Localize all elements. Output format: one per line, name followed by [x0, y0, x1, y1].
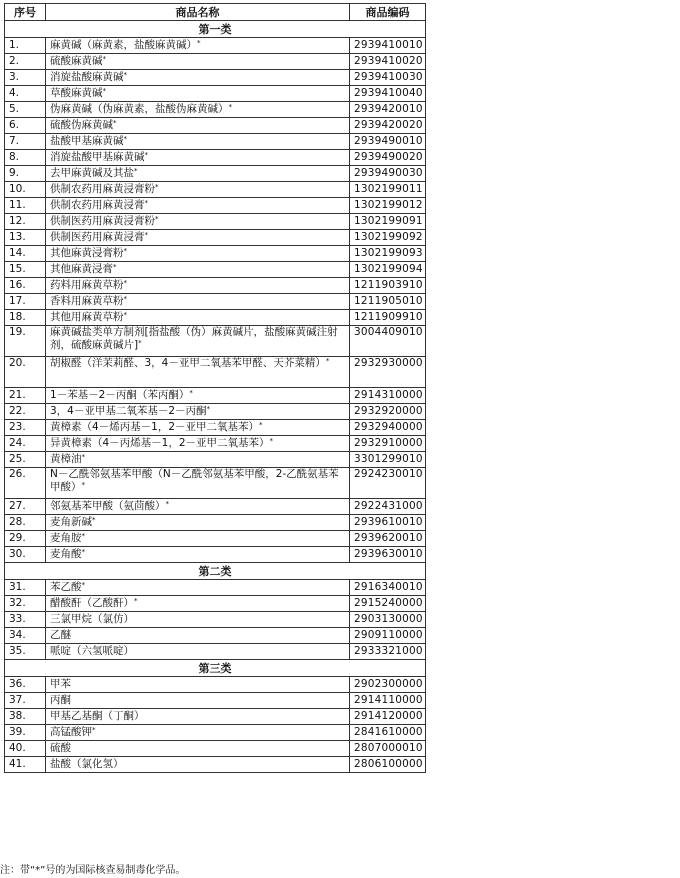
product-name-cell: [46, 278, 350, 294]
product-code-cell: 2806100000: [350, 757, 426, 773]
product-name-text: 乙醚: [50, 629, 71, 641]
product-name-cell: [46, 134, 350, 150]
international-verification-mark: *: [325, 357, 330, 365]
international-verification-mark: *: [144, 231, 148, 239]
product-name-cell: [46, 246, 350, 262]
table-row: [5, 612, 426, 628]
product-code-cell: 2841610000: [350, 725, 426, 741]
product-name-text: 盐酸甲基麻黄碱: [50, 135, 124, 147]
serial-number-cell: 5.: [5, 102, 46, 118]
product-name-text: 麦角酸: [50, 548, 82, 560]
product-name-cell: [46, 436, 350, 452]
serial-number-cell: 39.: [5, 725, 46, 741]
international-verification-mark: *: [81, 481, 85, 489]
serial-number-cell: 18.: [5, 310, 46, 326]
product-name-text: 消旋盐酸麻黄碱: [50, 71, 124, 83]
product-name-text: 硫酸伪麻黄碱: [50, 119, 113, 131]
product-code-cell: 2939490020: [350, 150, 426, 166]
table-row: [5, 86, 426, 102]
product-name-text: 1－苯基－2－丙酮（苯丙酮）: [50, 389, 190, 401]
table-row: [5, 468, 426, 499]
serial-number-cell: 17.: [5, 294, 46, 310]
product-name-text: N－乙酰邻氨基苯甲酸（N－乙酰邻氨基苯甲酸，2-乙酰氨基苯甲酸）: [50, 468, 339, 493]
product-name-cell: [46, 596, 350, 612]
serial-number-cell: 29.: [5, 531, 46, 547]
international-verification-mark: *: [134, 597, 138, 605]
product-code-cell: 2914310000: [350, 388, 426, 404]
product-code-cell: 2932930000: [350, 357, 426, 388]
serial-number-cell: 1.: [5, 38, 46, 54]
product-name-cell: [46, 214, 350, 230]
product-name-cell: [46, 182, 350, 198]
product-name-text: 供制医药用麻黄浸膏: [50, 231, 145, 243]
product-name-cell: [46, 628, 350, 644]
product-name-text: 甲苯: [50, 678, 71, 690]
serial-number-cell: 28.: [5, 515, 46, 531]
international-verification-mark: *: [123, 295, 127, 303]
product-name-text: 麦角新碱: [50, 516, 92, 528]
table-row: [5, 741, 426, 757]
international-verification-mark: *: [113, 119, 117, 127]
product-code-cell: 2939410030: [350, 70, 426, 86]
product-name-cell: [46, 757, 350, 773]
product-name-cell: [46, 404, 350, 420]
product-code-cell: 2939490010: [350, 134, 426, 150]
table-row: [5, 725, 426, 741]
category-title: 第二类: [5, 563, 426, 580]
table-row: [5, 693, 426, 709]
product-code-cell: 3301299010: [350, 452, 426, 468]
international-verification-mark: *: [155, 215, 159, 223]
serial-number-cell: 34.: [5, 628, 46, 644]
product-code-cell: 2939410010: [350, 38, 426, 54]
international-verification-mark: *: [134, 167, 138, 175]
table-row: [5, 198, 426, 214]
product-name-cell: [46, 388, 350, 404]
serial-number-cell: 32.: [5, 596, 46, 612]
product-code-cell: 2932940000: [350, 420, 426, 436]
product-name-cell: [46, 310, 350, 326]
table-row: [5, 580, 426, 596]
product-name-text: 醋酸酐（乙酸酐）: [50, 597, 134, 609]
header-serial-number: 序号: [5, 4, 46, 21]
international-verification-mark: *: [144, 199, 148, 207]
product-name-cell: [46, 262, 350, 278]
international-verification-mark: *: [138, 339, 142, 347]
table-header: [5, 4, 426, 21]
product-name-text: 高锰酸钾: [50, 726, 92, 738]
international-verification-mark: *: [81, 548, 85, 556]
product-name-text: 硫酸麻黄碱: [50, 55, 103, 67]
product-name-cell: [46, 693, 350, 709]
table-row: [5, 499, 426, 515]
product-code-cell: 2939410040: [350, 86, 426, 102]
product-code-cell: 2939420010: [350, 102, 426, 118]
table-row: [5, 596, 426, 612]
category-row: [5, 660, 426, 677]
table-row: [5, 246, 426, 262]
product-code-cell: 2932920000: [350, 404, 426, 420]
product-code-cell: 1211909910: [350, 310, 426, 326]
international-verification-mark: *: [92, 726, 96, 734]
product-name-cell: [46, 531, 350, 547]
serial-number-cell: 6.: [5, 118, 46, 134]
table-row: [5, 38, 426, 54]
product-name-text: 3，4－亚甲基二氧苯基－2－丙酮: [50, 405, 207, 417]
table-row: [5, 70, 426, 86]
header-product-code: 商品编码: [350, 4, 426, 21]
serial-number-cell: 14.: [5, 246, 46, 262]
product-name-cell: [46, 86, 350, 102]
international-verification-mark: *: [123, 311, 127, 319]
serial-number-cell: 4.: [5, 86, 46, 102]
product-name-cell: [46, 741, 350, 757]
serial-number-cell: 13.: [5, 230, 46, 246]
product-name-text: 草酸麻黄碱: [50, 87, 103, 99]
product-name-cell: [46, 70, 350, 86]
table-row: [5, 515, 426, 531]
international-verification-mark: *: [189, 389, 193, 397]
serial-number-cell: 12.: [5, 214, 46, 230]
serial-number-cell: 26.: [5, 468, 46, 499]
footnote: 注：带“*”号的为国际核查易制毒化学品。: [0, 865, 186, 876]
product-code-cell: 2903130000: [350, 612, 426, 628]
serial-number-cell: 38.: [5, 709, 46, 725]
serial-number-cell: 30.: [5, 547, 46, 563]
international-verification-mark: *: [165, 500, 169, 508]
serial-number-cell: 37.: [5, 693, 46, 709]
product-code-cell: 2916340010: [350, 580, 426, 596]
product-name-text: 香料用麻黄草粉: [50, 295, 124, 307]
product-name-text: 消旋盐酸甲基麻黄碱: [50, 151, 145, 163]
serial-number-cell: 16.: [5, 278, 46, 294]
product-name-cell: [46, 452, 350, 468]
table-row: [5, 357, 426, 388]
category-title: 第三类: [5, 660, 426, 677]
product-name-text: 邻氨基苯甲酸（氨茴酸）: [50, 500, 166, 512]
table-body: [5, 21, 426, 773]
product-code-cell: 2933321000: [350, 644, 426, 660]
product-name-text: 其他麻黄浸膏粉: [50, 247, 124, 259]
serial-number-cell: 33.: [5, 612, 46, 628]
serial-number-cell: 27.: [5, 499, 46, 515]
product-name-text: 苯乙酸: [50, 581, 82, 593]
table-row: [5, 531, 426, 547]
product-name-text: 药料用麻黄草粉: [50, 279, 124, 291]
table-row: [5, 262, 426, 278]
product-name-cell: [46, 725, 350, 741]
product-code-cell: 2922431000: [350, 499, 426, 515]
international-verification-mark: *: [102, 87, 106, 95]
product-name-text: 伪麻黄碱（伪麻黄素，盐酸伪麻黄碱）: [50, 103, 229, 115]
table-row: [5, 452, 426, 468]
product-name-text: 供制农药用麻黄浸膏: [50, 199, 145, 211]
product-code-cell: 2924230010: [350, 468, 426, 499]
product-name-cell: [46, 166, 350, 182]
product-code-cell: 2932910000: [350, 436, 426, 452]
international-verification-mark: *: [81, 581, 85, 589]
product-name-text: 硫酸: [50, 742, 71, 754]
product-name-cell: [46, 118, 350, 134]
product-name-text: 黄樟油: [50, 453, 82, 465]
product-code-cell: 1302199012: [350, 198, 426, 214]
serial-number-cell: 3.: [5, 70, 46, 86]
international-verification-mark: *: [259, 421, 263, 429]
product-name-text: 三氯甲烷（氯仿）: [50, 613, 134, 625]
product-name-cell: [46, 102, 350, 118]
product-name-text: 异黄樟素（4－丙烯基－1，2－亚甲二氧基苯）: [50, 437, 270, 449]
serial-number-cell: 20.: [5, 357, 46, 388]
table-row: [5, 182, 426, 198]
serial-number-cell: 31.: [5, 580, 46, 596]
product-code-cell: 1211905010: [350, 294, 426, 310]
product-name-cell: [46, 580, 350, 596]
table-row: [5, 294, 426, 310]
international-verification-mark: *: [102, 55, 106, 63]
product-code-cell: 2902300000: [350, 677, 426, 693]
serial-number-cell: 2.: [5, 54, 46, 70]
serial-number-cell: 8.: [5, 150, 46, 166]
serial-number-cell: 35.: [5, 644, 46, 660]
product-code-cell: 1302199093: [350, 246, 426, 262]
product-code-cell: 2939610010: [350, 515, 426, 531]
international-verification-mark: *: [113, 263, 117, 271]
serial-number-cell: 21.: [5, 388, 46, 404]
table-row: [5, 644, 426, 660]
product-code-cell: 2939420020: [350, 118, 426, 134]
serial-number-cell: 19.: [5, 326, 46, 357]
product-code-cell: 2807000010: [350, 741, 426, 757]
product-name-text: 哌啶（六氢哌啶）: [50, 645, 134, 657]
table-row: [5, 166, 426, 182]
product-name-text: 去甲麻黄碱及其盐: [50, 167, 134, 179]
product-name-text: 胡椒醛（洋茉莉醛、3，4－亚甲二氧基苯甲醛、天芥菜精）: [50, 357, 326, 369]
product-name-text: 其他用麻黄草粉: [50, 311, 124, 323]
table-row: [5, 547, 426, 563]
category-row: [5, 21, 426, 38]
product-name-text: 黄樟素（4－烯丙基－1，2－亚甲二氧基苯）: [50, 421, 260, 433]
table-row: [5, 54, 426, 70]
product-name-text: 丙酮: [50, 694, 71, 706]
international-verification-mark: *: [197, 39, 201, 47]
table-row: [5, 278, 426, 294]
product-name-cell: [46, 357, 350, 388]
product-code-cell: 2939410020: [350, 54, 426, 70]
product-name-cell: [46, 547, 350, 563]
international-verification-mark: *: [123, 71, 127, 79]
product-name-text: 麻黄碱盐类单方制剂[指盐酸（伪）麻黄碱片，盐酸麻黄碱注射剂，硫酸麻黄碱片]: [50, 326, 338, 351]
product-name-cell: [46, 198, 350, 214]
product-code-cell: 2914110000: [350, 693, 426, 709]
serial-number-cell: 40.: [5, 741, 46, 757]
serial-number-cell: 25.: [5, 452, 46, 468]
header-product-name: 商品名称: [46, 4, 350, 21]
table-row: [5, 230, 426, 246]
product-name-text: 盐酸（氯化氢）: [50, 758, 124, 770]
product-name-cell: [46, 644, 350, 660]
product-name-cell: [46, 326, 350, 357]
product-name-cell: [46, 420, 350, 436]
table-row: [5, 436, 426, 452]
international-verification-mark: *: [92, 516, 96, 524]
product-code-cell: 1302199011: [350, 182, 426, 198]
product-name-text: 供制农药用麻黄浸膏粉: [50, 183, 155, 195]
product-code-cell: 3004409010: [350, 326, 426, 357]
product-name-cell: [46, 294, 350, 310]
serial-number-cell: 41.: [5, 757, 46, 773]
product-name-cell: [46, 612, 350, 628]
international-verification-mark: *: [269, 437, 274, 445]
international-verification-mark: *: [206, 405, 211, 413]
international-verification-mark: *: [123, 279, 127, 287]
international-verification-mark: *: [123, 247, 127, 255]
chemical-list-table: [4, 3, 426, 773]
table-row: [5, 388, 426, 404]
table-row: [5, 150, 426, 166]
product-name-text: 供制医药用麻黄浸膏粉: [50, 215, 155, 227]
product-name-cell: [46, 499, 350, 515]
product-name-cell: [46, 468, 350, 499]
international-verification-mark: *: [123, 135, 127, 143]
serial-number-cell: 7.: [5, 134, 46, 150]
serial-number-cell: 22.: [5, 404, 46, 420]
international-verification-mark: *: [144, 151, 148, 159]
table-row: [5, 677, 426, 693]
table-row: [5, 628, 426, 644]
product-code-cell: 2909110000: [350, 628, 426, 644]
serial-number-cell: 36.: [5, 677, 46, 693]
product-name-cell: [46, 677, 350, 693]
product-name-text: 麻黄碱（麻黄素，盐酸麻黄碱）: [50, 39, 197, 51]
product-name-cell: [46, 38, 350, 54]
product-name-text: 甲基乙基酮（丁酮）: [50, 710, 145, 722]
international-verification-mark: *: [228, 103, 232, 111]
product-code-cell: 1302199094: [350, 262, 426, 278]
product-code-cell: 2939620010: [350, 531, 426, 547]
product-code-cell: 1302199092: [350, 230, 426, 246]
international-verification-mark: *: [81, 453, 85, 461]
table-row: [5, 134, 426, 150]
serial-number-cell: 24.: [5, 436, 46, 452]
table-row: [5, 420, 426, 436]
table-row: [5, 310, 426, 326]
category-title: 第一类: [5, 21, 426, 38]
product-name-cell: [46, 709, 350, 725]
product-code-cell: 2914120000: [350, 709, 426, 725]
international-verification-mark: *: [155, 183, 159, 191]
serial-number-cell: 10.: [5, 182, 46, 198]
table-row: [5, 214, 426, 230]
product-name-cell: [46, 54, 350, 70]
serial-number-cell: 9.: [5, 166, 46, 182]
table-row: [5, 326, 426, 357]
table-row: [5, 757, 426, 773]
product-code-cell: 2915240000: [350, 596, 426, 612]
table-row: [5, 709, 426, 725]
product-name-text: 其他麻黄浸膏: [50, 263, 113, 275]
table-row: [5, 102, 426, 118]
table-row: [5, 118, 426, 134]
product-code-cell: 2939630010: [350, 547, 426, 563]
product-code-cell: 1302199091: [350, 214, 426, 230]
product-code-cell: 2939490030: [350, 166, 426, 182]
serial-number-cell: 11.: [5, 198, 46, 214]
table-row: [5, 404, 426, 420]
product-name-cell: [46, 515, 350, 531]
international-verification-mark: *: [81, 532, 85, 540]
serial-number-cell: 23.: [5, 420, 46, 436]
product-name-cell: [46, 150, 350, 166]
product-name-text: 麦角胺: [50, 532, 82, 544]
product-code-cell: 1211903910: [350, 278, 426, 294]
category-row: [5, 563, 426, 580]
serial-number-cell: 15.: [5, 262, 46, 278]
product-name-cell: [46, 230, 350, 246]
